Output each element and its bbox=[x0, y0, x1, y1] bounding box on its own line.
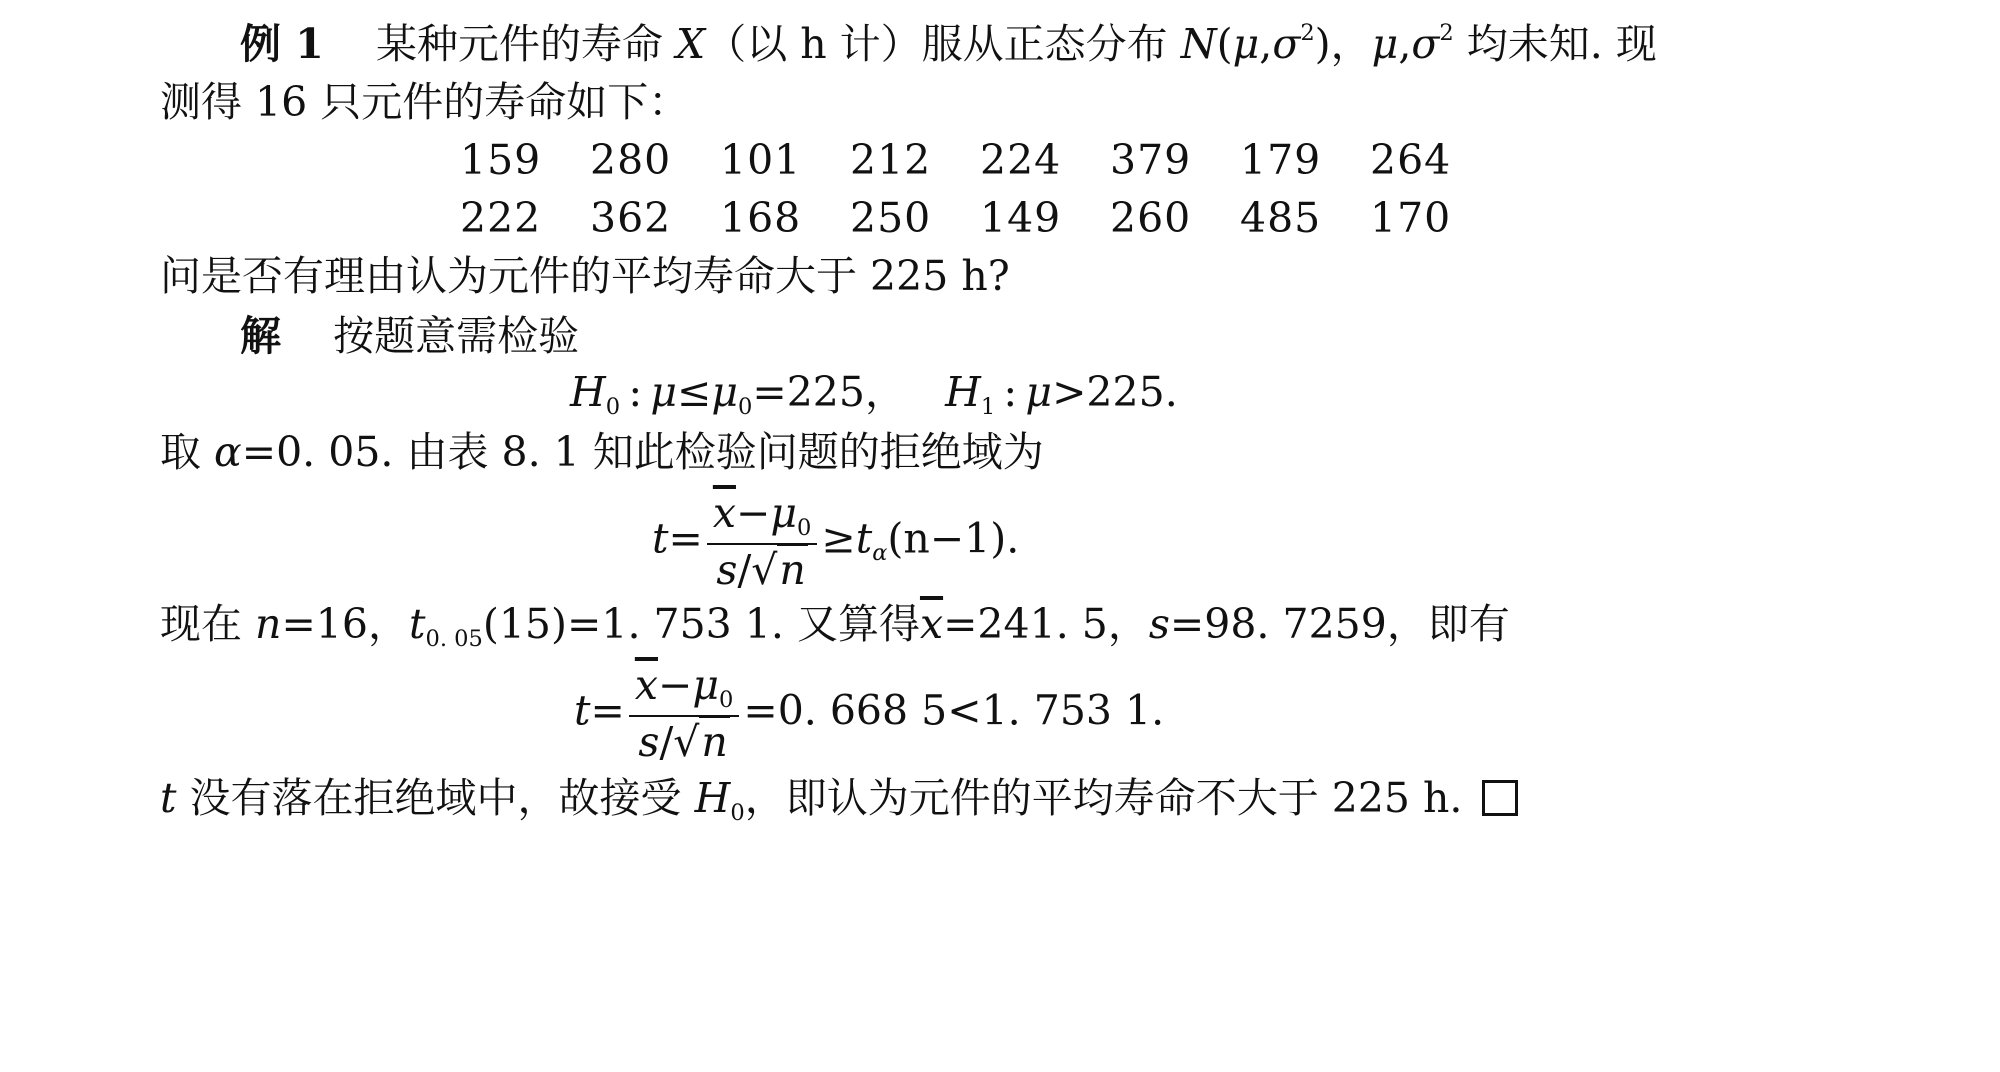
data-value: 280 bbox=[590, 136, 672, 184]
data-value: 170 bbox=[1370, 194, 1452, 242]
data-value: 212 bbox=[850, 136, 932, 184]
solution-label: 解 bbox=[240, 312, 281, 360]
h1-value: >225. bbox=[1052, 368, 1178, 416]
data-value: 149 bbox=[980, 194, 1062, 242]
calc-text-d: =241. 5， bbox=[943, 600, 1149, 648]
var-X: X bbox=[676, 20, 706, 69]
calc-text-b: =16， bbox=[281, 600, 409, 648]
example-text-a: 某种元件的寿命 bbox=[375, 20, 663, 69]
example-line-2: 测得 16 只元件的寿命如下： bbox=[160, 78, 690, 126]
data-value: 260 bbox=[1110, 194, 1192, 242]
t-statistic-formula: t= $\frac{\overline{x}-\mu_0}{s/√n}$ =0. 668 5<1. 753 1. bbox=[574, 661, 1165, 766]
data-value: 168 bbox=[720, 194, 802, 242]
rejection-region-formula: t= $\frac{\overline{x}-\mu_0}{s/√n}$ $\ge t_\alpha(n-1)$. bbox=[652, 489, 1020, 594]
alpha-text-a: 取 bbox=[160, 428, 201, 476]
solution-intro-line bbox=[240, 312, 580, 360]
conclusion-text-b: ，即认为元件的平均寿命不大于 225 h. bbox=[744, 774, 1463, 822]
normal-dist-symbol: N bbox=[1180, 20, 1217, 69]
data-row-2 bbox=[460, 194, 1500, 242]
h0-value: =225， bbox=[752, 368, 906, 416]
example-label: 例 1 bbox=[240, 20, 324, 69]
data-value: 224 bbox=[980, 136, 1062, 184]
data-value: 485 bbox=[1240, 194, 1322, 242]
data-value: 101 bbox=[720, 136, 802, 184]
conclusion-line: t 没有落在拒绝域中，故接受 $H_0$，即认为元件的平均寿命不大于 225 h. bbox=[160, 774, 1463, 826]
hypotheses-formula: $H_0$ : $\mu\le\mu_0=225$， $H_1$ : μ>225. bbox=[570, 368, 1178, 420]
example-text-b: （以 h 计）服从正态分布 bbox=[705, 20, 1168, 69]
data-value: 179 bbox=[1240, 136, 1322, 184]
calculation-line: 现在 n=16，$t_{0. 05}(15)=1$. 753 1. 又算得$\overline{x}=241$. 5，s=98. 7259，即有 bbox=[160, 600, 1510, 652]
calc-text-c: (15)=1. 753 1. 又算得 bbox=[482, 600, 920, 648]
data-row-1 bbox=[460, 136, 1500, 184]
rejection-tail: (n−1). bbox=[887, 514, 1020, 563]
question-line: 问是否有理由认为元件的平均寿命大于 225 h? bbox=[160, 252, 1010, 300]
data-value: 159 bbox=[460, 136, 542, 184]
conclusion-text-a: 没有落在拒绝域中，故接受 bbox=[189, 774, 682, 822]
alpha-text-b: =0. 05. 由表 8. 1 知此检验问题的拒绝域为 bbox=[241, 428, 1044, 476]
data-value: 362 bbox=[590, 194, 672, 242]
data-value: 379 bbox=[1110, 136, 1192, 184]
end-of-proof-box bbox=[1482, 780, 1518, 816]
example-line-1: 例 1 某种元件的寿命 X（以 h 计）服从正态分布 $N(\mu,\sigma^2)$，$\mu,\sigma^2$ 均未知. 现 bbox=[240, 20, 1657, 69]
alpha-line: 取 α=0. 05. 由表 8. 1 知此检验问题的拒绝域为 bbox=[160, 428, 1044, 476]
data-value: 222 bbox=[460, 194, 542, 242]
data-value: 264 bbox=[1370, 136, 1452, 184]
data-value: 250 bbox=[850, 194, 932, 242]
example-text-c: 均未知. 现 bbox=[1466, 20, 1657, 69]
t-result: =0. 668 5<1. 753 1. bbox=[743, 686, 1165, 735]
calc-text-e: =98. 7259，即有 bbox=[1169, 600, 1510, 648]
solution-intro: 按题意需检验 bbox=[333, 312, 580, 360]
calc-text-a: 现在 bbox=[160, 600, 242, 648]
